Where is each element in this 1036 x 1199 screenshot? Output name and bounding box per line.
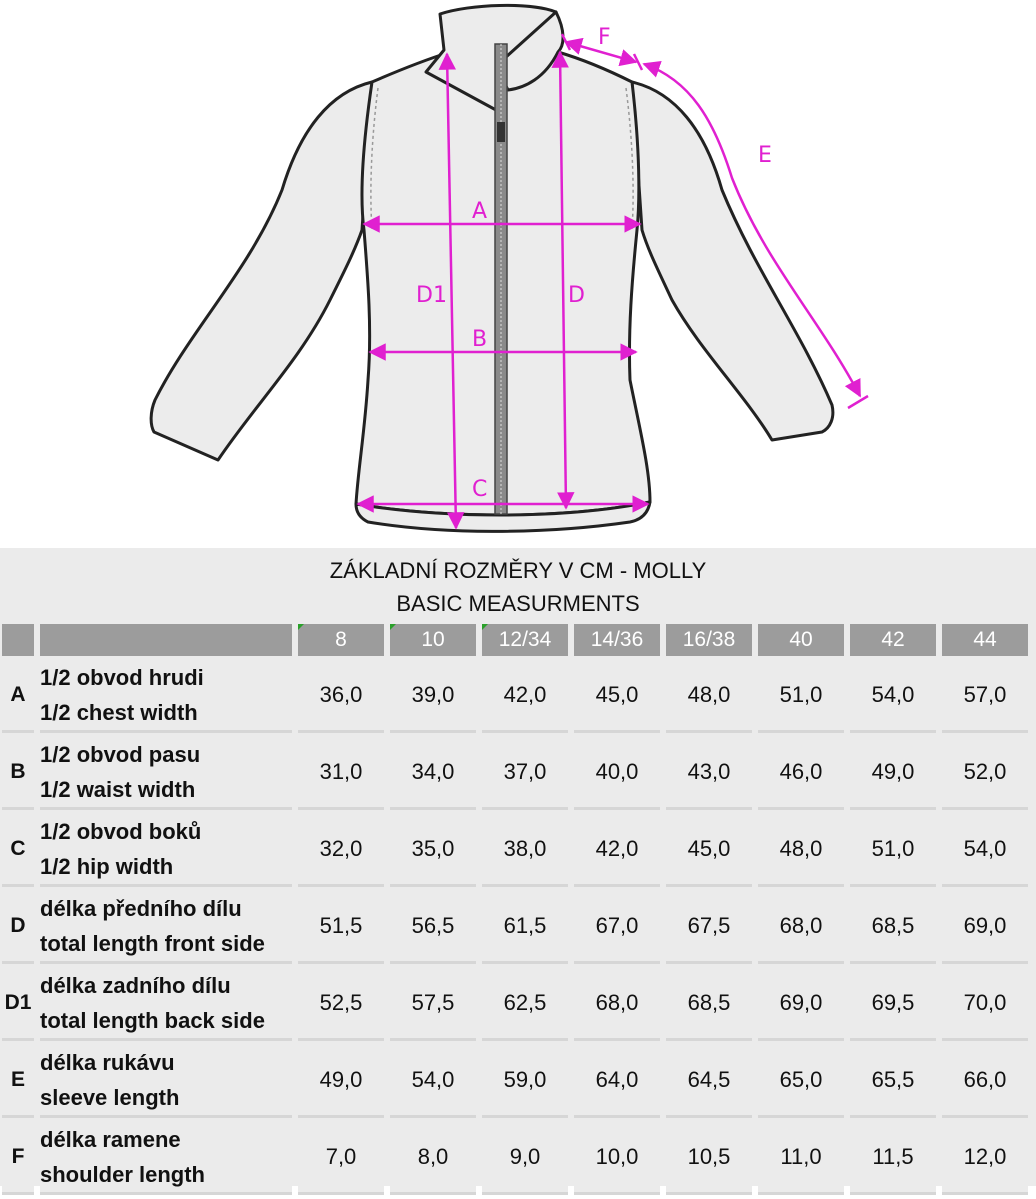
row-description bbox=[40, 660, 292, 733]
row-label-cz: 1/2 obvod hrudi bbox=[40, 665, 204, 690]
measurement-value: 34,0 bbox=[390, 737, 476, 810]
row-code: B bbox=[2, 737, 34, 810]
measurement-value: 69,0 bbox=[758, 968, 844, 1041]
row-label-en: total length back side bbox=[40, 1008, 265, 1033]
row-description bbox=[40, 737, 292, 810]
measurement-value: 45,0 bbox=[666, 814, 752, 887]
row-code: E bbox=[2, 1045, 34, 1118]
size-header: 10 bbox=[390, 624, 476, 656]
measurement-value: 67,5 bbox=[666, 891, 752, 964]
row-code: D bbox=[2, 891, 34, 964]
row-label-en: 1/2 waist width bbox=[40, 777, 196, 802]
measurement-value: 31,0 bbox=[298, 737, 384, 810]
measurement-value: 35,0 bbox=[390, 814, 476, 887]
measurement-value: 37,0 bbox=[482, 737, 568, 810]
row-code: C bbox=[2, 814, 34, 887]
measurement-value: 61,5 bbox=[482, 891, 568, 964]
measurement-value: 32,0 bbox=[298, 814, 384, 887]
label-f: F bbox=[598, 25, 611, 50]
title-line-cz: ZÁKLADNÍ ROZMĚRY V CM - MOLLY bbox=[329, 558, 707, 583]
table-row bbox=[2, 968, 1028, 1041]
measurement-value: 11,0 bbox=[758, 1122, 844, 1195]
measurement-value: 70,0 bbox=[942, 968, 1028, 1041]
zipper bbox=[495, 44, 507, 514]
measurement-value: 57,5 bbox=[390, 968, 476, 1041]
measurement-value: 57,0 bbox=[942, 660, 1028, 733]
measurement-value: 45,0 bbox=[574, 660, 660, 733]
row-description bbox=[40, 891, 292, 964]
row-label-cz: 1/2 obvod boků bbox=[40, 819, 202, 844]
measurement-value: 40,0 bbox=[574, 737, 660, 810]
size-header-row bbox=[2, 624, 1028, 656]
row-description bbox=[40, 1045, 292, 1118]
measurement-value: 43,0 bbox=[666, 737, 752, 810]
measurement-value: 12,0 bbox=[942, 1122, 1028, 1195]
measurement-value: 49,0 bbox=[850, 737, 936, 810]
measurement-value: 51,0 bbox=[850, 814, 936, 887]
row-description bbox=[40, 968, 292, 1041]
measurement-value: 52,0 bbox=[942, 737, 1028, 810]
measurement-value: 64,5 bbox=[666, 1045, 752, 1118]
measurement-value: 69,0 bbox=[942, 891, 1028, 964]
size-header: 42 bbox=[850, 624, 936, 656]
measurement-value: 8,0 bbox=[390, 1122, 476, 1195]
label-d1: D1 bbox=[416, 283, 447, 308]
row-label-en: 1/2 chest width bbox=[40, 700, 198, 725]
row-label-en: total length front side bbox=[40, 931, 265, 956]
measurement-value: 11,5 bbox=[850, 1122, 936, 1195]
measurement-value: 39,0 bbox=[390, 660, 476, 733]
row-code: D1 bbox=[2, 968, 34, 1041]
row-code: F bbox=[2, 1122, 34, 1195]
label-d: D bbox=[568, 283, 585, 308]
size-header: 44 bbox=[942, 624, 1028, 656]
table-title bbox=[0, 548, 1036, 620]
measurement-value: 54,0 bbox=[942, 814, 1028, 887]
table-row bbox=[2, 660, 1028, 733]
measurement-value: 68,0 bbox=[758, 891, 844, 964]
measurement-value: 69,5 bbox=[850, 968, 936, 1041]
measurement-value: 38,0 bbox=[482, 814, 568, 887]
measurement-value: 48,0 bbox=[758, 814, 844, 887]
measurement-value: 59,0 bbox=[482, 1045, 568, 1118]
row-label-en: sleeve length bbox=[40, 1085, 180, 1110]
title-line-en: BASIC MEASURMENTS bbox=[396, 591, 640, 616]
measurement-value: 42,0 bbox=[574, 814, 660, 887]
size-table bbox=[0, 620, 1034, 1199]
measurement-value: 7,0 bbox=[298, 1122, 384, 1195]
measurement-value: 56,5 bbox=[390, 891, 476, 964]
measurement-value: 64,0 bbox=[574, 1045, 660, 1118]
measurement-value: 54,0 bbox=[850, 660, 936, 733]
label-a: A bbox=[472, 199, 488, 224]
measurement-value: 51,5 bbox=[298, 891, 384, 964]
measurement-value: 36,0 bbox=[298, 660, 384, 733]
row-label-cz: délka předního dílu bbox=[40, 896, 242, 921]
table-row bbox=[2, 1122, 1028, 1195]
row-label-cz: délka zadního dílu bbox=[40, 973, 231, 998]
size-header: 40 bbox=[758, 624, 844, 656]
header-blank-desc bbox=[40, 624, 292, 656]
measurement-value: 10,5 bbox=[666, 1122, 752, 1195]
measurement-value: 10,0 bbox=[574, 1122, 660, 1195]
size-header: 8 bbox=[298, 624, 384, 656]
row-label-en: shoulder length bbox=[40, 1162, 205, 1187]
label-b: B bbox=[472, 327, 488, 352]
measurement-value: 66,0 bbox=[942, 1045, 1028, 1118]
measurement-value: 52,5 bbox=[298, 968, 384, 1041]
measurement-value: 54,0 bbox=[390, 1045, 476, 1118]
measurement-value: 65,5 bbox=[850, 1045, 936, 1118]
measurement-value: 67,0 bbox=[574, 891, 660, 964]
size-header: 16/38 bbox=[666, 624, 752, 656]
jacket-illustration bbox=[0, 0, 1036, 548]
row-code: A bbox=[2, 660, 34, 733]
measurement-value: 42,0 bbox=[482, 660, 568, 733]
row-label-cz: délka ramene bbox=[40, 1127, 181, 1152]
measurement-value: 48,0 bbox=[666, 660, 752, 733]
row-label-cz: 1/2 obvod pasu bbox=[40, 742, 201, 767]
measurement-value: 49,0 bbox=[298, 1045, 384, 1118]
table-row bbox=[2, 1045, 1028, 1118]
size-header: 14/36 bbox=[574, 624, 660, 656]
measurement-value: 9,0 bbox=[482, 1122, 568, 1195]
row-label-cz: délka rukávu bbox=[40, 1050, 175, 1075]
row-description bbox=[40, 814, 292, 887]
measurement-value: 51,0 bbox=[758, 660, 844, 733]
measurement-value: 65,0 bbox=[758, 1045, 844, 1118]
measurement-table-area bbox=[0, 548, 1036, 1186]
row-label-en: 1/2 hip width bbox=[40, 854, 174, 879]
label-e: E bbox=[758, 143, 772, 168]
measurement-value: 68,0 bbox=[574, 968, 660, 1041]
table-row bbox=[2, 737, 1028, 810]
table-row bbox=[2, 814, 1028, 887]
size-header: 12/34 bbox=[482, 624, 568, 656]
measurement-value: 68,5 bbox=[666, 968, 752, 1041]
measurement-value: 46,0 bbox=[758, 737, 844, 810]
table-row bbox=[2, 891, 1028, 964]
row-description bbox=[40, 1122, 292, 1195]
measurement-value: 68,5 bbox=[850, 891, 936, 964]
measurement-value: 62,5 bbox=[482, 968, 568, 1041]
jacket-outline bbox=[151, 5, 833, 531]
header-blank-code bbox=[2, 624, 34, 656]
label-c: C bbox=[472, 477, 488, 502]
